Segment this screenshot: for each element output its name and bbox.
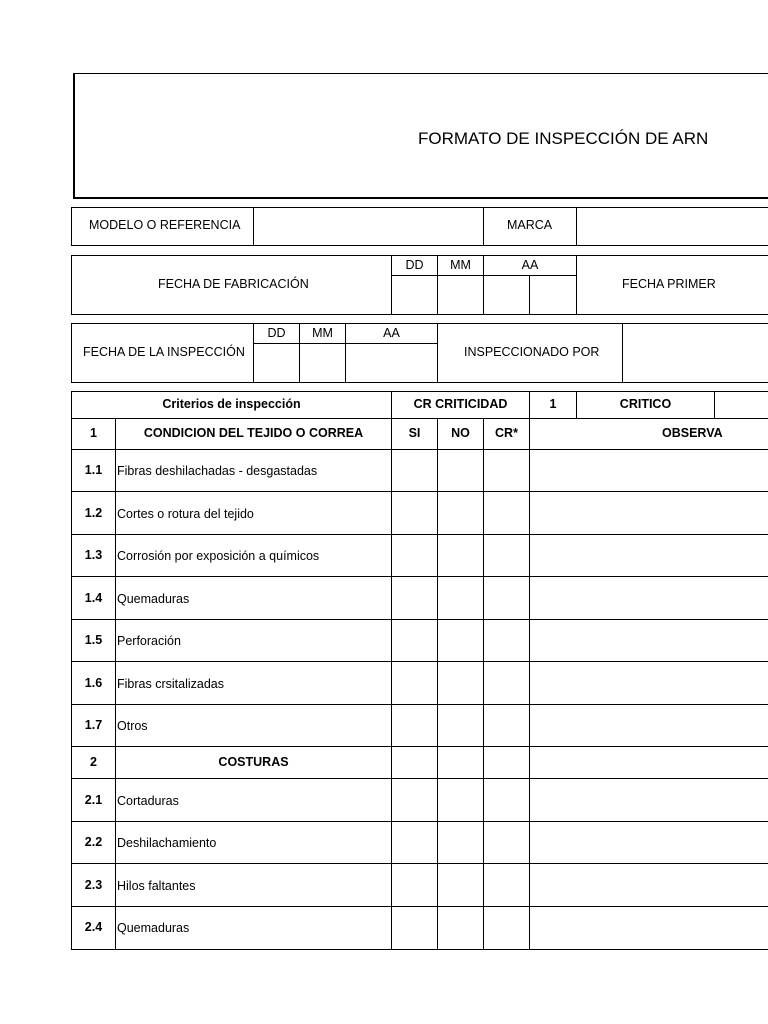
si-cell[interactable] — [392, 822, 437, 863]
inspeccion-label: FECHA DE LA INSPECCIÓN — [83, 345, 245, 359]
no-cell[interactable] — [438, 779, 483, 821]
row-num: 1.7 — [84, 718, 103, 732]
insp-aa-label: AA — [383, 326, 400, 340]
cr-cell[interactable] — [484, 577, 529, 619]
si-cell[interactable] — [392, 492, 437, 534]
no-cell[interactable] — [438, 662, 483, 704]
cr-cell[interactable] — [484, 705, 529, 746]
si-cell[interactable] — [392, 577, 437, 619]
row-num: 2.1 — [84, 793, 103, 807]
fab-mm-field[interactable] — [438, 276, 483, 314]
insp-dd-label: DD — [267, 326, 286, 340]
col-obs: OBSERVA — [662, 426, 723, 440]
insp-dd-field[interactable] — [254, 344, 299, 382]
fab-dd-field[interactable] — [392, 276, 437, 314]
cr-cell[interactable] — [484, 779, 529, 821]
fab-aa-label: AA — [521, 258, 539, 272]
row-num: 1.2 — [84, 506, 103, 520]
no-cell[interactable] — [438, 450, 483, 491]
fab-dd-label: DD — [405, 258, 424, 272]
no-cell[interactable] — [438, 620, 483, 661]
level-number: 1 — [549, 397, 557, 411]
col-cr: CR* — [495, 426, 518, 440]
marca-field[interactable] — [577, 208, 768, 245]
primer-label: FECHA PRIMER — [622, 277, 716, 291]
row-num: 2.3 — [84, 878, 103, 892]
si-cell[interactable] — [392, 450, 437, 491]
observaciones-cell[interactable] — [530, 450, 768, 491]
observaciones-cell[interactable] — [530, 535, 768, 576]
row-label: Quemaduras — [117, 921, 190, 935]
insp-mm-field[interactable] — [300, 344, 345, 382]
fabricacion-label: FECHA DE FABRICACIÓN — [158, 277, 309, 291]
row-num: 1.1 — [84, 463, 103, 477]
no-cell[interactable] — [438, 577, 483, 619]
row-1-label: CONDICION DEL TEJIDO O CORREA — [143, 426, 364, 440]
modelo-label: MODELO O REFERENCIA — [89, 218, 241, 232]
fab-mm-label: MM — [450, 258, 471, 272]
row-num: 2.4 — [84, 920, 103, 934]
si-cell[interactable] — [392, 907, 437, 949]
cr-cell[interactable] — [484, 492, 529, 534]
modelo-field[interactable] — [254, 208, 483, 245]
col-no: NO — [451, 426, 470, 440]
observaciones-cell[interactable] — [530, 907, 768, 949]
section-label: COSTURAS — [218, 755, 289, 769]
row-num: 1.3 — [84, 548, 103, 562]
fab-aa2-field[interactable] — [530, 276, 576, 314]
marca-label: MARCA — [507, 218, 553, 232]
row-label: Otros — [117, 719, 148, 733]
inspeccionado-label: INSPECCIONADO POR — [464, 345, 600, 359]
si-cell[interactable] — [392, 779, 437, 821]
cr-cell[interactable] — [484, 535, 529, 576]
si-cell[interactable] — [392, 705, 437, 746]
row-label: Hilos faltantes — [117, 879, 196, 893]
insp-aa-field[interactable] — [346, 344, 437, 382]
row-label: Perforación — [117, 634, 181, 648]
observaciones-cell[interactable] — [530, 779, 768, 821]
si-cell[interactable] — [392, 620, 437, 661]
criterios-label: Criterios de inspección — [162, 397, 301, 411]
insp-mm-label: MM — [312, 326, 333, 340]
row-label: Cortaduras — [117, 794, 179, 808]
criticidad-label: CR CRITICIDAD — [413, 397, 508, 411]
row-label: Quemaduras — [117, 592, 190, 606]
no-cell[interactable] — [438, 822, 483, 863]
row-label: Fibras deshilachadas - desgastadas — [117, 464, 318, 478]
row-label: Corrosión por exposición a químicos — [117, 549, 320, 563]
observaciones-cell[interactable] — [530, 620, 768, 661]
row-label: Fibras crsitalizadas — [117, 677, 224, 691]
col-si: SI — [408, 426, 421, 440]
observaciones-cell[interactable] — [530, 577, 768, 619]
no-cell[interactable] — [438, 535, 483, 576]
observaciones-cell[interactable] — [530, 864, 768, 906]
cr-cell[interactable] — [484, 864, 529, 906]
row-num: 1.5 — [84, 633, 103, 647]
cr-cell[interactable] — [484, 450, 529, 491]
row-label: Cortes o rotura del tejido — [117, 507, 254, 521]
inspeccionado-field[interactable] — [623, 324, 768, 382]
cr-cell[interactable] — [484, 620, 529, 661]
no-cell[interactable] — [438, 705, 483, 746]
observaciones-cell[interactable] — [530, 705, 768, 746]
cr-cell[interactable] — [484, 907, 529, 949]
si-cell[interactable] — [392, 864, 437, 906]
section-num: 2 — [90, 755, 97, 769]
no-cell[interactable] — [438, 864, 483, 906]
row-num: 2.2 — [84, 835, 103, 849]
row-label: Deshilachamiento — [117, 836, 217, 850]
cr-cell[interactable] — [484, 662, 529, 704]
observaciones-cell[interactable] — [530, 492, 768, 534]
si-cell[interactable] — [392, 662, 437, 704]
row-num: 1.4 — [84, 591, 103, 605]
row-num: 1.6 — [84, 676, 103, 690]
observaciones-cell[interactable] — [530, 822, 768, 863]
si-cell[interactable] — [392, 535, 437, 576]
no-cell[interactable] — [438, 492, 483, 534]
observaciones-cell[interactable] — [530, 662, 768, 704]
level-label: CRITICO — [619, 397, 672, 411]
no-cell[interactable] — [438, 907, 483, 949]
row-1-num: 1 — [90, 426, 97, 440]
fab-aa1-field[interactable] — [484, 276, 529, 314]
page-title: FORMATO DE INSPECCIÓN DE ARN — [418, 129, 709, 148]
cr-cell[interactable] — [484, 822, 529, 863]
